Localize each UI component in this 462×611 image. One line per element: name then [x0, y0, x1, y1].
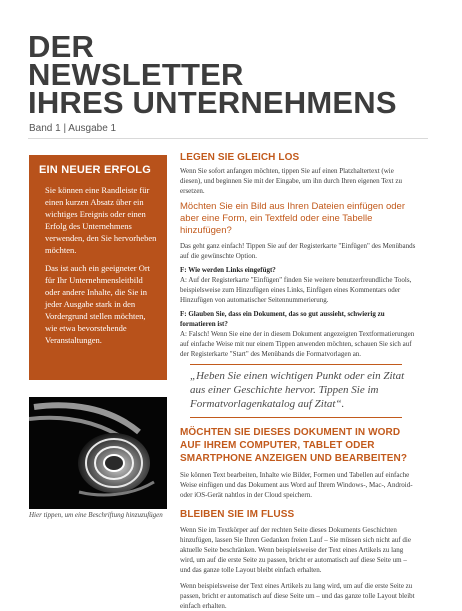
main-column — [180, 152, 416, 611]
article-body-flow-1: Wenn Sie im Textkörper auf der rechten Seite dieses Dokuments Geschichten hinzufügen, lassen Sie Ihren Gedanken freien Lauf – Sie müssen sich nicht auf die aktuelle Seite beschränken. Wenn beispielsweise der Text eines Artikels zu lang wird, um auf die erste Seite zu passen, bricht er automatisch auf diese Seite um – und das ganze tolle Layout bleibt einfach erhalten. — [180, 526, 411, 574]
pullquote: „Heben Sie einen wichtigen Punkt oder ein Zitat aus einer Geschichte hervor. Tippen Sie im Formatvorlagenkatalog auf Zitat“. — [190, 370, 405, 410]
title-line-1: DER — [28, 29, 95, 64]
pullquote-rule-bottom — [190, 417, 402, 418]
header-divider — [28, 138, 428, 139]
pullquote-rule-top — [190, 364, 402, 365]
sidebar-box — [29, 155, 167, 380]
sidebar-paragraph-2: Das ist auch ein geeigneter Ort für Ihr Unternehmensleitbild oder andere Inhalte, die Sie in jeder Ausgabe stark in den Vordergrund stellen möchten, wie etwa bevorstehende Veranstaltungen. — [45, 263, 151, 345]
article-body-insert: Das geht ganz einfach! Tippen Sie auf der Registerkarte "Einfügen" des Menübands auf die gewünschte Option. — [180, 242, 416, 260]
sidebar-paragraph-1: Sie können eine Randleiste für einen kurzen Absatz über ein wichtiges Ereignis oder einen Erfolg des Unternehmens verwenden, den Sie hervorheben möchten. — [45, 185, 157, 255]
faq-answer-2: A: Falsch! Wenn Sie eine der in diesem Dokument angezeigten Textformatierungen auf einfache Weise mit nur einem Tippen anwenden möchten, schauen Sie sich auf der Registerkarte "Start" des Menübands die Formatvorlagen an. — [180, 330, 415, 358]
sidebar-title: EIN NEUER ERFOLG — [39, 164, 151, 176]
faq-question-2: F: Glauben Sie, dass ein Dokument, das so gut aussieht, schwierig zu formatieren ist? — [180, 310, 385, 328]
newsletter-title — [28, 29, 448, 120]
title-line-3: IHRES UNTERNEHMENS — [28, 85, 397, 120]
article-body-word: Sie können Text bearbeiten, Inhalte wie Bilder, Formen und Tabellen auf einfache Weise einfügen und das Dokument aus Word auf Ihrem Windows-, Mac-, Android- oder iOS-Gerät nahtlos in der Cloud speichern. — [180, 471, 413, 499]
article-body-get-started: Wenn Sie sofort anfangen möchten, tippen Sie auf einen Platzhaltertext (wie diesen), und beginnen Sie mit der Eingabe, um ihn durch Ihren eigenen Text zu ersetzen. — [180, 167, 402, 195]
article-heading-get-started: LEGEN SIE GLEICH LOS — [180, 152, 300, 163]
article-heading-flow: BLEIBEN SIE IM FLUSS — [180, 509, 295, 520]
article-body-flow-2: Wenn beispielsweise der Text eines Artikels zu lang wird, um auf die erste Seite zu passen, bricht er automatisch auf diese Seite um – und das ganze tolle Layout bleibt einfach erhalten. — [180, 582, 415, 610]
violin-scroll-image — [29, 397, 167, 509]
image-caption[interactable]: Hier tippen, um eine Beschriftung hinzuzufügen — [29, 511, 163, 519]
faq-question-1: F: Wie werden Links eingefügt? — [180, 266, 276, 274]
issue-info: Band 1 | Ausgabe 1 — [29, 123, 117, 134]
article-heading-word: MÖCHTEN SIE DIESES DOKUMENT IN WORD AUF IHREM COMPUTER, TABLET ODER SMARTPHONE ANZEIGEN UND BEARBEITEN? — [180, 427, 408, 464]
article-subheading-insert: Möchten Sie ein Bild aus Ihren Dateien einfügen oder aber eine Form, ein Textfeld oder eine Tabelle hinzufügen? — [180, 201, 405, 236]
title-line-2: NEWSLETTER — [28, 57, 244, 92]
faq-answer-1: A: Auf der Registerkarte "Einfügen" finden Sie weitere benutzerfreundliche Tools, beispielsweise zum Hinzufügen eines Links, Einfügen eines Kommentars oder Hinzufügen von automatischer Seitennummerierung. — [180, 276, 412, 304]
